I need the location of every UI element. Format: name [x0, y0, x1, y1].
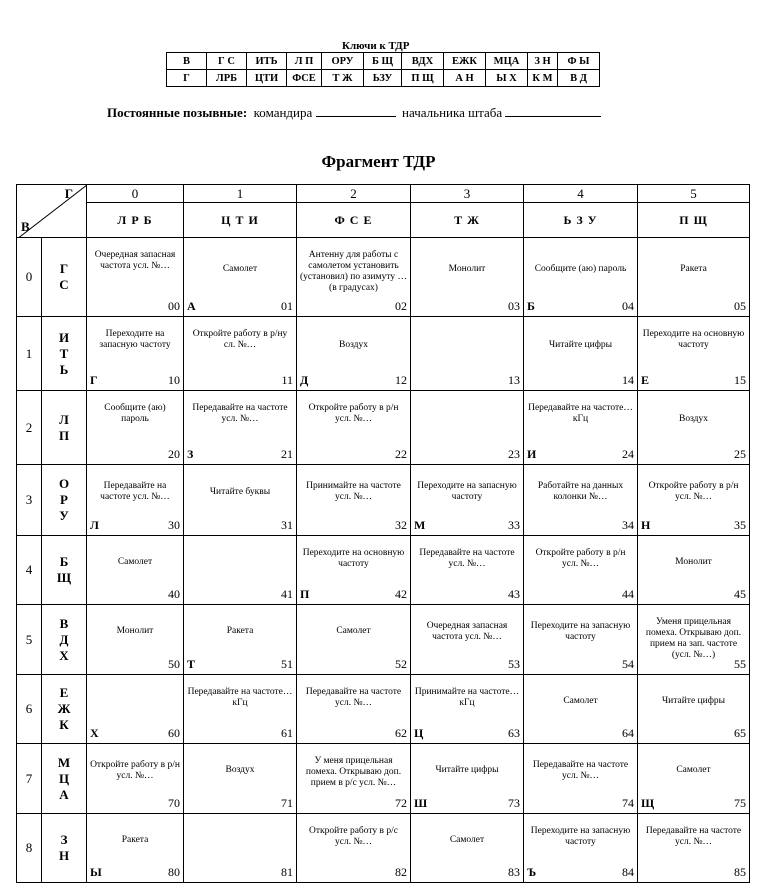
cell-letter: З	[187, 447, 194, 461]
grid-row	[17, 605, 750, 675]
row-key	[42, 675, 87, 744]
cell-text: Переходите на основную частоту	[302, 548, 405, 569]
grid-cell	[184, 744, 297, 814]
grid-cell	[411, 675, 524, 744]
row-number: 1	[17, 317, 42, 391]
cell-code: 01	[281, 299, 293, 313]
cell-text: Работайте на данных колонки №…	[537, 481, 624, 502]
grid-cell	[297, 317, 411, 391]
cell-letter: Д	[300, 373, 309, 387]
row-number: 7	[17, 744, 42, 814]
keys-cell: ЬЗУ	[364, 70, 402, 87]
cell-letter: Ы	[90, 865, 102, 879]
cell-letter: Ш	[414, 796, 428, 810]
row-key	[42, 465, 87, 536]
cell-letter: Т	[187, 657, 196, 671]
cell-code: 02	[395, 299, 407, 313]
grid-cell	[638, 391, 750, 465]
row-key	[42, 317, 87, 391]
cell-text: У меня прицельная помеха. Открываю доп. прием в р/с усл. №…	[305, 756, 402, 788]
cell-text: Откройте работу в р/н усл. №…	[535, 548, 626, 569]
grid-cell	[638, 814, 750, 883]
cell-text: Принимайте на частоте усл. №…	[306, 481, 401, 502]
cell-text: Очередная запасная частота усл. №…	[426, 620, 508, 642]
tdr-grid	[16, 184, 750, 883]
grid-cell	[638, 238, 750, 317]
cell-letter: Н	[641, 518, 651, 532]
cell-code: 45	[734, 587, 746, 601]
cell-code: 21	[281, 447, 293, 461]
grid-row	[17, 465, 750, 536]
keys-cell: ЦТИ	[247, 70, 287, 87]
row-number: 0	[17, 238, 42, 317]
keys-cell: ЕЖК	[444, 53, 486, 70]
cell-text: Передавайте на частоте… кГц	[187, 687, 293, 708]
keys-cell: ФСЕ	[287, 70, 322, 87]
grid-cell	[297, 675, 411, 744]
cell-text: Передавайте на частоте усл. №…	[645, 826, 742, 847]
grid-cell	[638, 605, 750, 675]
grid-corner	[17, 185, 87, 238]
row-key-letter: А	[59, 786, 69, 802]
callsigns-line	[107, 104, 601, 121]
cell-text: Антенну для работы с самолетом установить (установил) по азимуту … (в градусах)	[300, 250, 407, 293]
keys-cell: Л П	[287, 53, 322, 70]
cell-text: Самолет	[336, 626, 371, 636]
cell-text: Монолит	[675, 556, 712, 567]
row-number: 5	[17, 605, 42, 675]
cell-code: 10	[168, 373, 180, 387]
row-key-letter: Х	[59, 647, 69, 663]
cell-text	[414, 391, 520, 448]
row-number: 6	[17, 675, 42, 744]
grid-cell	[524, 814, 638, 883]
cell-text	[187, 814, 293, 866]
cell-code: 11	[281, 373, 293, 387]
keys-row	[167, 70, 600, 87]
cell-code: 84	[622, 865, 634, 879]
cell-code: 55	[734, 657, 746, 671]
grid-cell	[184, 465, 297, 536]
cell-code: 12	[395, 373, 407, 387]
grid-cell	[638, 465, 750, 536]
row-key	[42, 536, 87, 605]
grid-cell	[411, 605, 524, 675]
grid-row	[17, 391, 750, 465]
callsigns-label: Постоянные позывные:	[107, 105, 248, 120]
grid-cell	[411, 536, 524, 605]
cell-code: 63	[508, 726, 520, 740]
cell-code: 34	[622, 518, 634, 532]
row-key-letter: Т	[59, 345, 69, 361]
grid-cell	[87, 465, 184, 536]
cell-text: Передавайте на частоте усл. №…	[305, 687, 402, 708]
grid-cell	[184, 605, 297, 675]
cell-text: Передавайте на частоте усл. №…	[419, 548, 515, 569]
cell-code: 70	[168, 796, 180, 810]
cell-code: 00	[168, 299, 180, 313]
cell-text	[414, 317, 520, 374]
column-number: 1	[184, 185, 297, 203]
cell-code: 40	[168, 587, 180, 601]
cell-code: 54	[622, 657, 634, 671]
grid-row	[17, 317, 750, 391]
cell-text: Ракета	[226, 626, 254, 636]
cell-text	[187, 536, 293, 588]
keys-cell: Г С	[207, 53, 247, 70]
grid-cell	[524, 238, 638, 317]
column-number: 3	[411, 185, 524, 203]
chief-label: начальника штаба	[402, 105, 503, 120]
cell-code: 75	[734, 796, 746, 810]
row-key-letter: Р	[60, 492, 68, 507]
cell-text: Передавайте на частоте усл. №…	[532, 759, 629, 781]
column-key: Ц Т И	[184, 203, 297, 238]
grid-cell	[297, 605, 411, 675]
cell-text: Откройте работу в р/с усл. №…	[309, 826, 398, 847]
keys-row	[167, 53, 600, 70]
cell-text: Переходите на основную частоту	[642, 329, 745, 350]
grid-cell	[297, 465, 411, 536]
grid-cell	[297, 744, 411, 814]
cell-text: Переходите на запасную частоту	[530, 826, 631, 847]
column-key: Л Р Б	[87, 203, 184, 238]
cell-code: 04	[622, 299, 634, 313]
commander-blank	[316, 104, 396, 117]
grid-cell	[87, 675, 184, 744]
grid-cell	[184, 814, 297, 883]
cell-code: 23	[508, 447, 520, 461]
row-key	[42, 238, 87, 317]
cell-text: Читайте цифры	[661, 695, 726, 706]
keys-table	[166, 52, 600, 87]
row-key-letter: В	[59, 615, 69, 631]
cell-code: 62	[395, 726, 407, 740]
grid-row	[17, 675, 750, 744]
grid-cell	[297, 536, 411, 605]
column-number: 5	[638, 185, 750, 203]
row-key-letter: У	[59, 508, 69, 523]
cell-text: Самолет	[676, 765, 711, 775]
grid-cell	[297, 391, 411, 465]
row-key-letter: И	[58, 329, 70, 345]
grid-cell	[411, 391, 524, 465]
grid-cell	[87, 391, 184, 465]
grid-cell	[184, 317, 297, 391]
cell-code: 20	[168, 447, 180, 461]
grid-cell	[87, 744, 184, 814]
cell-letter: Ц	[414, 726, 424, 740]
grid-cell	[184, 536, 297, 605]
cell-letter: Г	[90, 373, 98, 387]
column-key: П Щ	[638, 203, 750, 238]
row-number: 2	[17, 391, 42, 465]
row-key-letter: К	[59, 717, 69, 732]
cell-code: 61	[281, 726, 293, 740]
grid-row	[17, 238, 750, 317]
cell-code: 73	[508, 796, 520, 810]
row-key	[42, 744, 87, 814]
grid-cell	[524, 465, 638, 536]
row-key-letter: С	[59, 277, 69, 292]
cell-text: Сообщите (аю) пароль	[534, 263, 627, 274]
cell-code: 81	[281, 865, 293, 879]
cell-letter: Щ	[641, 796, 655, 810]
commander-label: командира	[253, 105, 313, 120]
cell-code: 83	[508, 865, 520, 879]
cell-text: Воздух	[338, 340, 368, 350]
row-key-letter: Ц	[58, 770, 70, 786]
cell-letter: Х	[90, 726, 99, 740]
grid-cell	[411, 465, 524, 536]
cell-code: 44	[622, 587, 634, 601]
grid-cell	[184, 675, 297, 744]
keys-cell: ИТЬ	[247, 53, 287, 70]
row-key-letter: Ж	[57, 701, 71, 716]
cell-code: 50	[168, 657, 180, 671]
cell-text: Откройте работу в р/н усл. №…	[90, 759, 180, 781]
cell-text: Ракета	[680, 263, 707, 274]
cell-letter: И	[527, 447, 537, 461]
grid-cell	[638, 536, 750, 605]
grid-cell	[411, 744, 524, 814]
cell-text: Читайте цифры	[548, 340, 613, 350]
column-number: 0	[87, 185, 184, 203]
keys-cell: Т Ж	[322, 70, 364, 87]
grid-cell	[524, 391, 638, 465]
grid-cell	[87, 317, 184, 391]
keys-row-label: Г	[167, 70, 207, 87]
cell-text: Читайте буквы	[209, 486, 271, 497]
grid-cell	[87, 536, 184, 605]
row-key	[42, 391, 87, 465]
cell-letter: Е	[641, 373, 650, 387]
column-number: 4	[524, 185, 638, 203]
grid-cell	[524, 536, 638, 605]
cell-code: 30	[168, 518, 180, 532]
cell-code: 64	[622, 726, 634, 740]
cell-text: Откройте работу в р/ну сл. №…	[192, 329, 288, 350]
cell-text: Переходите на запасную частоту	[99, 329, 171, 350]
keys-cell: Б Щ	[364, 53, 402, 70]
keys-cell: А Н	[444, 70, 486, 87]
row-key-letter: Н	[58, 848, 70, 863]
grid-cell	[87, 814, 184, 883]
cell-code: 60	[168, 726, 180, 740]
cell-code: 53	[508, 657, 520, 671]
cell-code: 22	[395, 447, 407, 461]
cell-letter: Б	[527, 299, 535, 313]
row-key-letter: П	[58, 427, 70, 443]
cell-code: 25	[734, 447, 746, 461]
cell-code: 52	[395, 657, 407, 671]
cell-text: Откройте работу в р/н усл. №…	[648, 481, 739, 502]
grid-cell	[638, 744, 750, 814]
row-number: 3	[17, 465, 42, 536]
row-number: 8	[17, 814, 42, 883]
cell-code: 35	[734, 518, 746, 532]
grid-cell	[411, 814, 524, 883]
cell-text: Монолит	[448, 263, 486, 274]
cell-code: 32	[395, 518, 407, 532]
cell-text: Передавайте на частоте усл. №…	[192, 403, 288, 424]
grid-cell	[184, 238, 297, 317]
cell-text: Монолит	[116, 626, 154, 636]
row-key-letter: Л	[59, 411, 69, 427]
grid-cell	[524, 744, 638, 814]
row-key-letter: З	[60, 832, 68, 847]
corner-label-g: Г	[64, 186, 73, 201]
keys-cell: П Щ	[402, 70, 444, 87]
cell-text: Уменя прицельная помеха. Открываю доп. прием на зап. частоте (усл. №…)	[645, 617, 742, 660]
cell-code: 13	[508, 373, 520, 387]
cell-text: Переходите на запасную частоту	[530, 620, 631, 642]
cell-code: 74	[622, 796, 634, 810]
cell-code: 33	[508, 518, 520, 532]
cell-code: 85	[734, 865, 746, 879]
cell-letter: Л	[90, 518, 99, 532]
grid-cell	[638, 317, 750, 391]
grid-cell	[411, 238, 524, 317]
row-key-letter: Г	[59, 261, 69, 276]
grid-cell	[184, 391, 297, 465]
cell-code: 72	[395, 796, 407, 810]
cell-code: 80	[168, 865, 180, 879]
row-key-letter: Е	[59, 685, 69, 700]
row-key	[42, 814, 87, 883]
cell-text: Воздух	[678, 414, 708, 424]
grid-cell	[638, 675, 750, 744]
row-key-letter: Б	[59, 554, 69, 569]
grid-row	[17, 744, 750, 814]
row-key-letter: Ь	[59, 361, 69, 377]
cell-text: Воздух	[225, 765, 255, 775]
cell-text	[90, 675, 180, 727]
grid-cell	[524, 675, 638, 744]
grid-cell	[87, 605, 184, 675]
keys-cell: К М	[528, 70, 558, 87]
row-key-letter: М	[57, 754, 71, 770]
grid-cell	[297, 814, 411, 883]
row-number: 4	[17, 536, 42, 605]
cell-text: Принимайте на частоте… кГц	[414, 687, 520, 708]
cell-text: Откройте работу в р/н усл. №…	[308, 403, 399, 424]
cell-code: 41	[281, 587, 293, 601]
grid-row	[17, 814, 750, 883]
cell-code: 31	[281, 518, 293, 532]
cell-code: 03	[508, 299, 520, 313]
keys-cell: Ф Ы	[558, 53, 600, 70]
row-key-letter: Д	[59, 631, 69, 647]
grid-row	[17, 536, 750, 605]
cell-letter: П	[300, 587, 310, 601]
cell-code: 71	[281, 796, 293, 810]
cell-text: Читайте цифры	[435, 765, 499, 775]
cell-text: Ракета	[121, 834, 149, 845]
keys-cell: МЦА	[486, 53, 528, 70]
cell-text: Самолет	[449, 834, 485, 845]
keys-cell: З Н	[528, 53, 558, 70]
cell-text: Самолет	[222, 263, 258, 274]
column-number: 2	[297, 185, 411, 203]
cell-text: Очередная запасная частота усл. №…	[94, 250, 176, 271]
cell-letter: Ъ	[527, 865, 537, 879]
grid-cell	[297, 238, 411, 317]
keys-row-label: В	[167, 53, 207, 70]
cell-code: 51	[281, 657, 293, 671]
cell-text: Передавайте на частоте усл. №…	[100, 481, 170, 502]
row-key-letter: О	[58, 476, 70, 491]
cell-letter: М	[414, 518, 426, 532]
cell-text: Самолет	[563, 695, 598, 706]
cell-text: Самолет	[117, 556, 153, 567]
cell-code: 42	[395, 587, 407, 601]
cell-code: 15	[734, 373, 746, 387]
chief-blank	[505, 104, 601, 117]
cell-text: Передавайте на частоте… кГц	[528, 403, 633, 424]
cell-code: 05	[734, 299, 746, 313]
cell-letter: А	[187, 299, 196, 313]
keys-cell: Ы Х	[486, 70, 528, 87]
keys-cell: ОРУ	[322, 53, 364, 70]
keys-caption: Ключи к ТДР	[342, 40, 410, 52]
cell-code: 43	[508, 587, 520, 601]
keys-cell: ЛРБ	[207, 70, 247, 87]
row-key-letter: Щ	[56, 570, 72, 585]
grid-cell	[524, 317, 638, 391]
keys-cell: В Д	[558, 70, 600, 87]
cell-text: Переходите на запасную частоту	[417, 481, 517, 502]
cell-code: 82	[395, 865, 407, 879]
cell-code: 24	[622, 447, 634, 461]
column-key: Ь З У	[524, 203, 638, 238]
keys-cell: ВДХ	[402, 53, 444, 70]
column-key: Т Ж	[411, 203, 524, 238]
grid-cell	[524, 605, 638, 675]
column-key: Ф С Е	[297, 203, 411, 238]
corner-label-v: В	[21, 219, 30, 234]
grid-cell	[87, 238, 184, 317]
cell-text: Сообщите (аю) пароль	[104, 403, 166, 424]
cell-code: 14	[622, 373, 634, 387]
fragment-title: Фрагмент ТДР	[321, 152, 436, 171]
cell-code: 65	[734, 726, 746, 740]
row-key	[42, 605, 87, 675]
grid-cell	[411, 317, 524, 391]
